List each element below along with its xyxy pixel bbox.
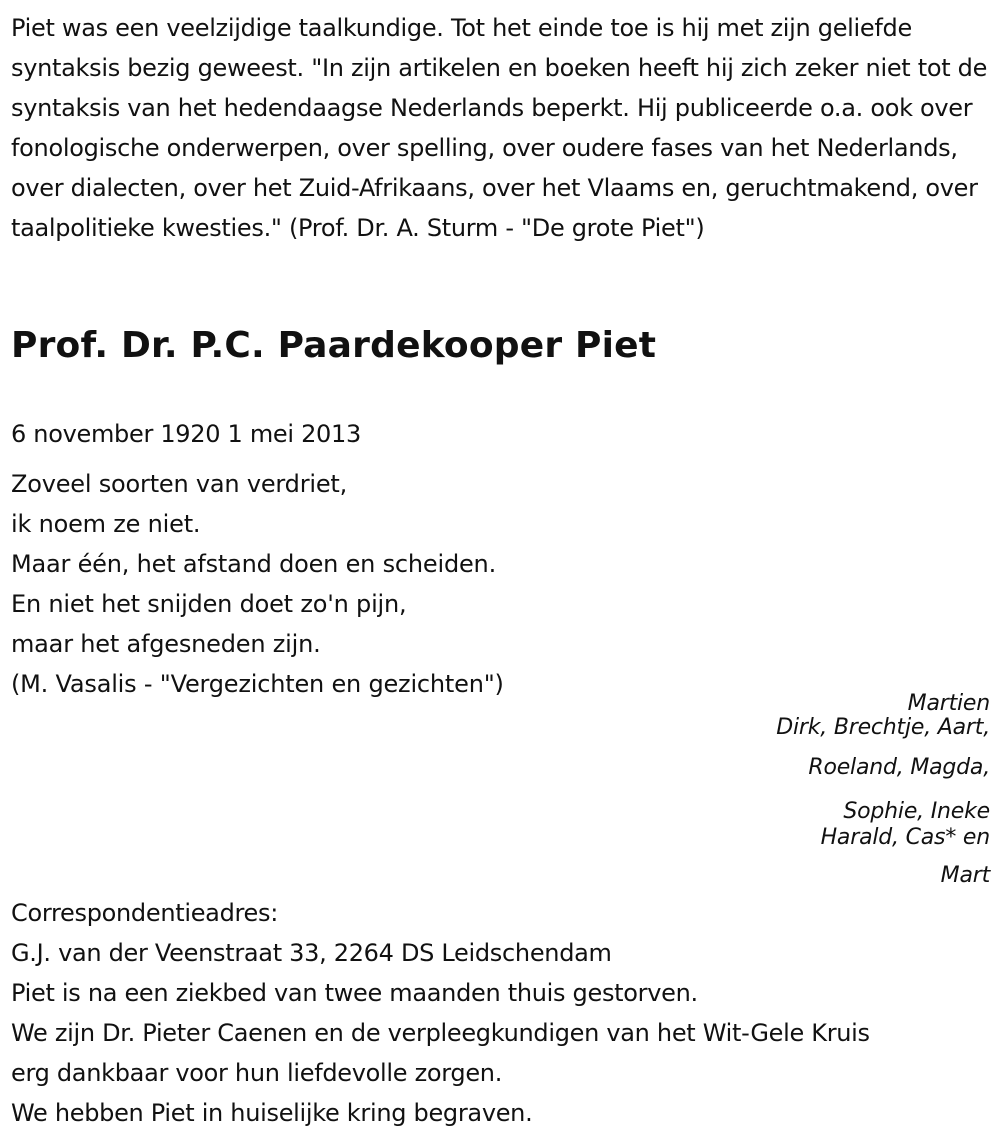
poem-line: En niet het snijden doet zo'n pijn, [11,590,407,618]
poem-block [11,464,504,704]
signer-line: Sophie, Ineke [843,799,990,824]
deceased-name-heading: Prof. Dr. P.C. Paardekooper Piet [11,325,657,366]
closing-line: Piet is na een ziekbed van twee maanden thuis gestorven. [11,979,698,1007]
signer-line: Martien [907,691,990,716]
correspondence-label: Correspondentieadres: [11,899,279,927]
signers-block [776,692,990,904]
poem-line: Zoveel soorten van verdriet, [11,470,348,498]
poem-attribution: (M. Vasalis - "Vergezichten en gezichten") [11,670,504,698]
signer-line: Mart [940,863,990,888]
signer-line: Harald, Cas* en [820,825,990,850]
poem-line: Maar één, het afstand doen en scheiden. [11,550,496,578]
closing-block [11,893,870,1133]
life-dates: 6 november 1920 1 mei 2013 [11,420,361,448]
poem-line: maar het afgesneden zijn. [11,630,321,658]
correspondence-address: G.J. van der Veenstraat 33, 2264 DS Leidschendam [11,939,612,967]
closing-line: erg dankbaar voor hun liefdevolle zorgen. [11,1059,503,1087]
poem-line: ik noem ze niet. [11,510,201,538]
signer-line: Roeland, Magda, [808,755,990,780]
signer-line: Dirk, Brechtje, Aart, [776,715,990,740]
closing-line: We zijn Dr. Pieter Caenen en de verpleegkundigen van het Wit-Gele Kruis [11,1019,870,1047]
closing-line: We hebben Piet in huiselijke kring begraven. [11,1099,533,1127]
intro-paragraph: Piet was een veelzijdige taalkundige. Tot het einde toe is hij met zijn geliefde syntaksis bezig geweest. "In zijn artikelen en boeken heeft hij zich zeker niet tot de syntaksis van het hedendaagse Nederlands beperkt. Hij publiceerde o.a. ook over fonologische onderwerpen, over spelling, over oudere fases van het Nederlands, over dialecten, over het Zuid-Afrikaans, over het Vlaams en, geruchtmakend, over taalpolitieke kwesties." (Prof. Dr. A. Sturm - "De grote Piet") [11,14,988,242]
